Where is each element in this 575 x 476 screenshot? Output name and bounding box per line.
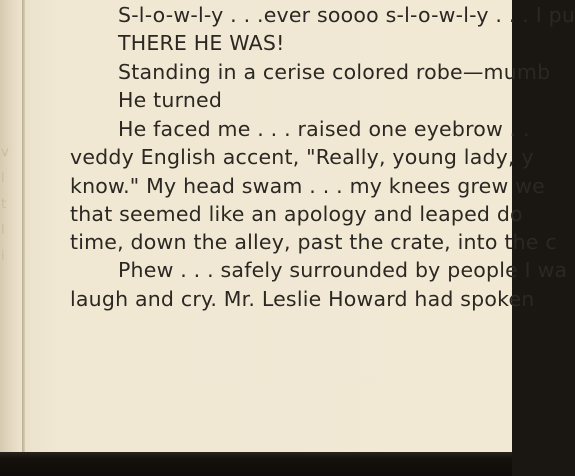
bleed-mark: t <box>1 197 7 212</box>
text-line: THERE HE WAS! <box>118 31 285 55</box>
text-line: Phew . . . safely surrounded by people I wa <box>118 258 568 282</box>
text-line: that seemed like an apology and leaped do <box>70 202 523 226</box>
text-line: He faced me . . . raised one eyebrow . . <box>118 117 530 141</box>
bleed-mark: l <box>1 171 5 186</box>
text-line: time, down the alley, past the crate, into the c <box>70 230 557 254</box>
text-line: S-l-o-w-l-y . . .ever soooo s-l-o-w-l-y . . . I pu <box>118 3 575 27</box>
text-line: Standing in a cerise colored robe—mumb <box>118 60 551 84</box>
page-bottom-shadow <box>0 452 512 476</box>
gutter-shadow <box>22 0 25 452</box>
bleed-mark: l <box>1 223 5 238</box>
text-line: veddy English accent, "Really, young lady, y <box>70 145 534 169</box>
show-through-text <box>0 140 13 310</box>
text-line: He turned <box>118 88 223 112</box>
bleed-mark: i <box>1 249 5 264</box>
text-line: know." My head swam . . . my knees grew we <box>70 174 545 198</box>
text-line: laugh and cry. Mr. Leslie Howard had spoken <box>70 287 535 311</box>
bleed-mark: v <box>1 145 9 160</box>
